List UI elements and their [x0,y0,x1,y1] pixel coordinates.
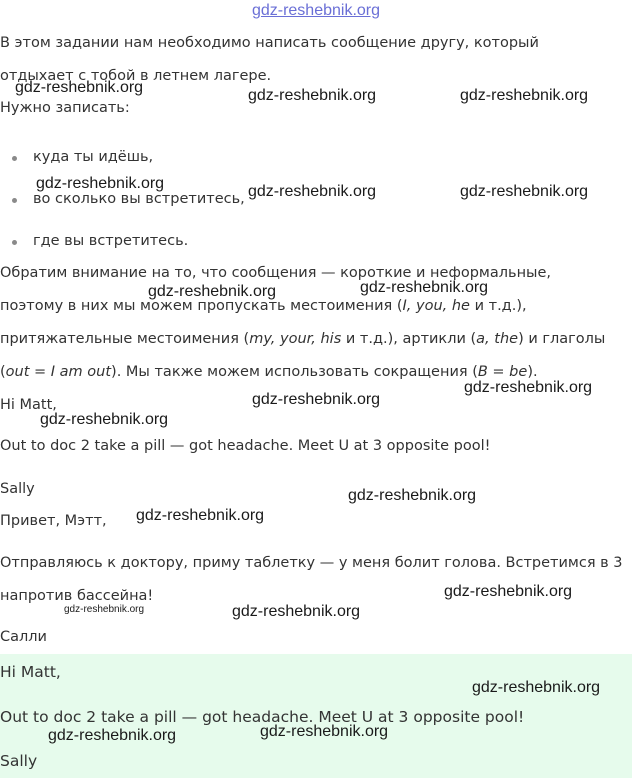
russian-message-body-line-2: напротив бассейна! [0,588,154,604]
intro-line-1: В этом задании нам необходимо написать сообщение другу, который [0,35,539,51]
russian-message-greeting: Привет, Мэтт, [0,513,107,529]
answer-body: Out to doc 2 take a pill — got headache. Meet U at 3 opposite pool! [0,708,525,726]
bullet-item-when: во сколько вы встретитесь, [33,191,245,207]
watermark: gdz-reshebnik.org [232,603,361,620]
answer-greeting: Hi Matt, [0,663,61,681]
watermark: gdz-reshebnik.org [248,183,377,200]
english-message-greeting: Hi Matt, [0,397,57,413]
watermark: gdz-reshebnik.org [248,87,377,104]
watermark: gdz-reshebnik.org [360,279,489,296]
watermark: gdz-reshebnik.org [48,727,177,744]
note-line-1: Обратим внимание на то, что сообщения — короткие и неформальные, [0,265,552,281]
watermark: gdz-reshebnik.org [460,183,589,200]
answer-signature: Sally [0,752,38,770]
russian-message-signature: Салли [0,629,47,645]
watermark: gdz-reshebnik.org [15,79,144,96]
bullet-dot [12,156,17,161]
english-message-signature: Sally [0,481,35,497]
russian-message-body-line-1: Отправляюсь к доктору, приму таблетку — у меня болит голова. Встретимся в 3 [0,555,623,571]
bullet-dot [12,198,17,203]
intro-line-2: отдыхает с тобой в летнем лагере. [0,68,272,84]
watermark: gdz-reshebnik.org [64,604,145,615]
watermark: gdz-reshebnik.org [444,583,573,600]
site-header-link[interactable]: gdz-reshebnik.org [251,2,381,19]
note-line-4: (out = I am out). Мы также можем использовать сокращения (B = be). [0,364,538,380]
watermark: gdz-reshebnik.org [36,175,165,192]
watermark: gdz-reshebnik.org [40,411,169,428]
intro-line-3: Нужно записать: [0,100,130,116]
bullet-dot [12,240,17,245]
bullet-item-where: куда ты идёшь, [33,149,154,165]
watermark: gdz-reshebnik.org [464,379,593,396]
watermark: gdz-reshebnik.org [260,723,389,740]
watermark: gdz-reshebnik.org [460,87,589,104]
watermark: gdz-reshebnik.org [348,487,477,504]
bullet-item-place: где вы встретитесь. [33,233,189,249]
note-line-2: поэтому в них мы можем пропускать местоимения (I, you, he и т.д.), [0,298,527,314]
watermark: gdz-reshebnik.org [136,507,265,524]
note-line-3: притяжательные местоимения (my, your, his и т.д.), артикли (a, the) и глаголы [0,331,606,347]
watermark: gdz-reshebnik.org [148,283,277,300]
watermark: gdz-reshebnik.org [472,679,601,696]
watermark: gdz-reshebnik.org [252,391,381,408]
english-message-body: Out to doc 2 take a pill — got headache. Meet U at 3 opposite pool! [0,438,491,454]
